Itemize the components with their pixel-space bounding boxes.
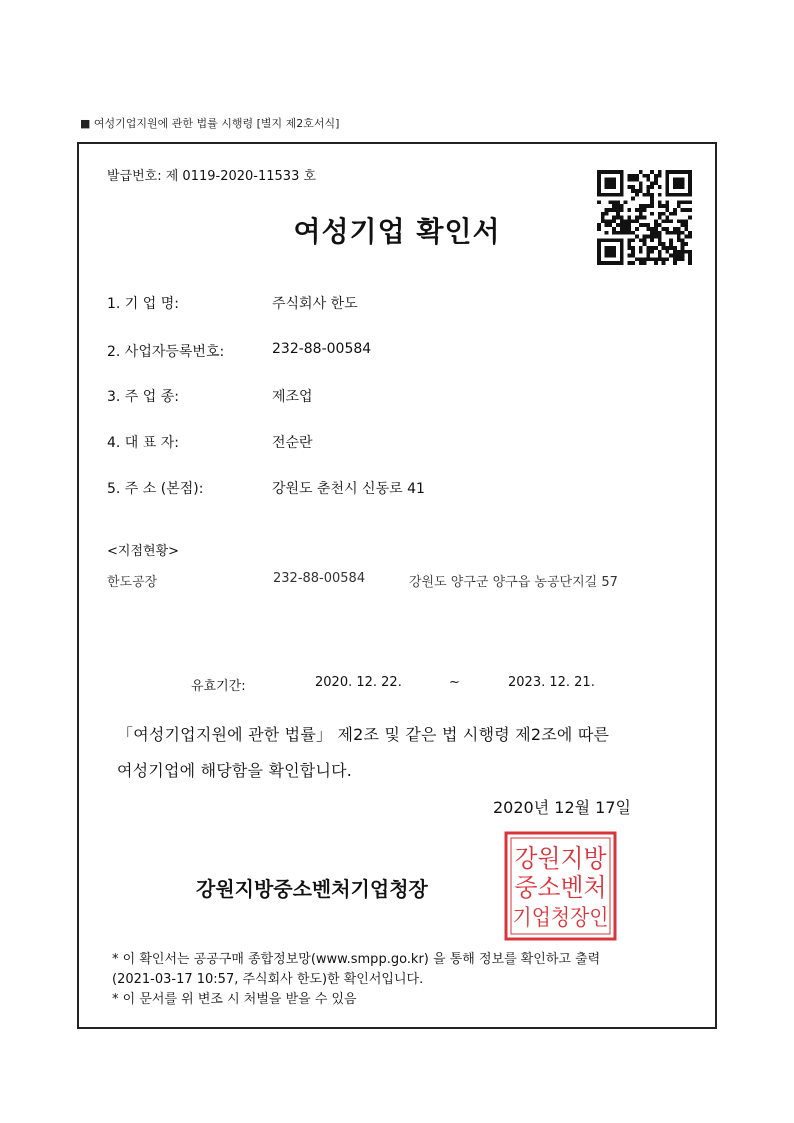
field-industry-value: 제조업 (272, 389, 313, 405)
svg-text:중소벤처: 중소벤처 (514, 873, 607, 902)
branch-name: 한도공장 (107, 575, 158, 590)
footnote-line2: (2021-03-17 10:57, 주식회사 한도)한 확인서입니다. (112, 972, 424, 987)
branch-reg-no: 232-88-00584 (273, 571, 366, 586)
branch-address: 강원도 양구군 양구읍 농공단지길 57 (409, 575, 618, 590)
field-regno-label: 2. 사업자등록번호: (107, 344, 225, 360)
footnote-line3: * 이 문서를 위 변조 시 처벌을 받을 수 있음 (112, 992, 357, 1007)
field-company-value: 주식회사 한도 (272, 296, 358, 312)
svg-text:강원지방: 강원지방 (514, 844, 608, 873)
svg-text:기업청장인: 기업청장인 (512, 906, 609, 931)
field-regno-value: 232-88-00584 (272, 341, 372, 357)
document-title: 여성기업 확인서 (293, 215, 501, 248)
confirmation-text-line1: 「여성기업지원에 관한 법률」 제2조 및 같은 법 시행령 제2조에 따른 (117, 725, 610, 744)
field-address-label: 5. 주 소 (본점): (107, 481, 204, 497)
form-note: ■ 여성기업지원에 관한 법률 시행령 [별지 제2호서식] (80, 117, 340, 130)
field-industry-label: 3. 주 업 종: (107, 389, 179, 405)
issuing-authority: 강원지방중소벤처기업청장 (196, 877, 428, 901)
official-seal-icon (503, 830, 618, 942)
field-ceo-label: 4. 대 표 자: (107, 435, 179, 451)
branch-section-title: <지점현황> (107, 544, 180, 559)
validity-separator: ~ (449, 675, 460, 690)
field-company-label: 1. 기 업 명: (107, 296, 179, 312)
validity-start: 2020. 12. 22. (315, 675, 402, 690)
footnote-line1: * 이 확인서는 공공구매 종합정보망(www.smpp.go.kr) 을 통해 정보를 확인하고 출력 (112, 952, 601, 967)
validity-label: 유효기간: (191, 679, 246, 694)
issue-date: 2020년 12월 17일 (493, 798, 631, 817)
confirmation-text-line2: 여성기업에 해당함을 확인합니다. (117, 761, 353, 780)
field-ceo-value: 전순란 (272, 435, 313, 451)
validity-end: 2023. 12. 21. (508, 675, 595, 690)
field-address-value: 강원도 춘천시 신동로 41 (272, 481, 425, 497)
issue-number: 발급번호: 제 0119-2020-11533 호 (107, 169, 317, 184)
